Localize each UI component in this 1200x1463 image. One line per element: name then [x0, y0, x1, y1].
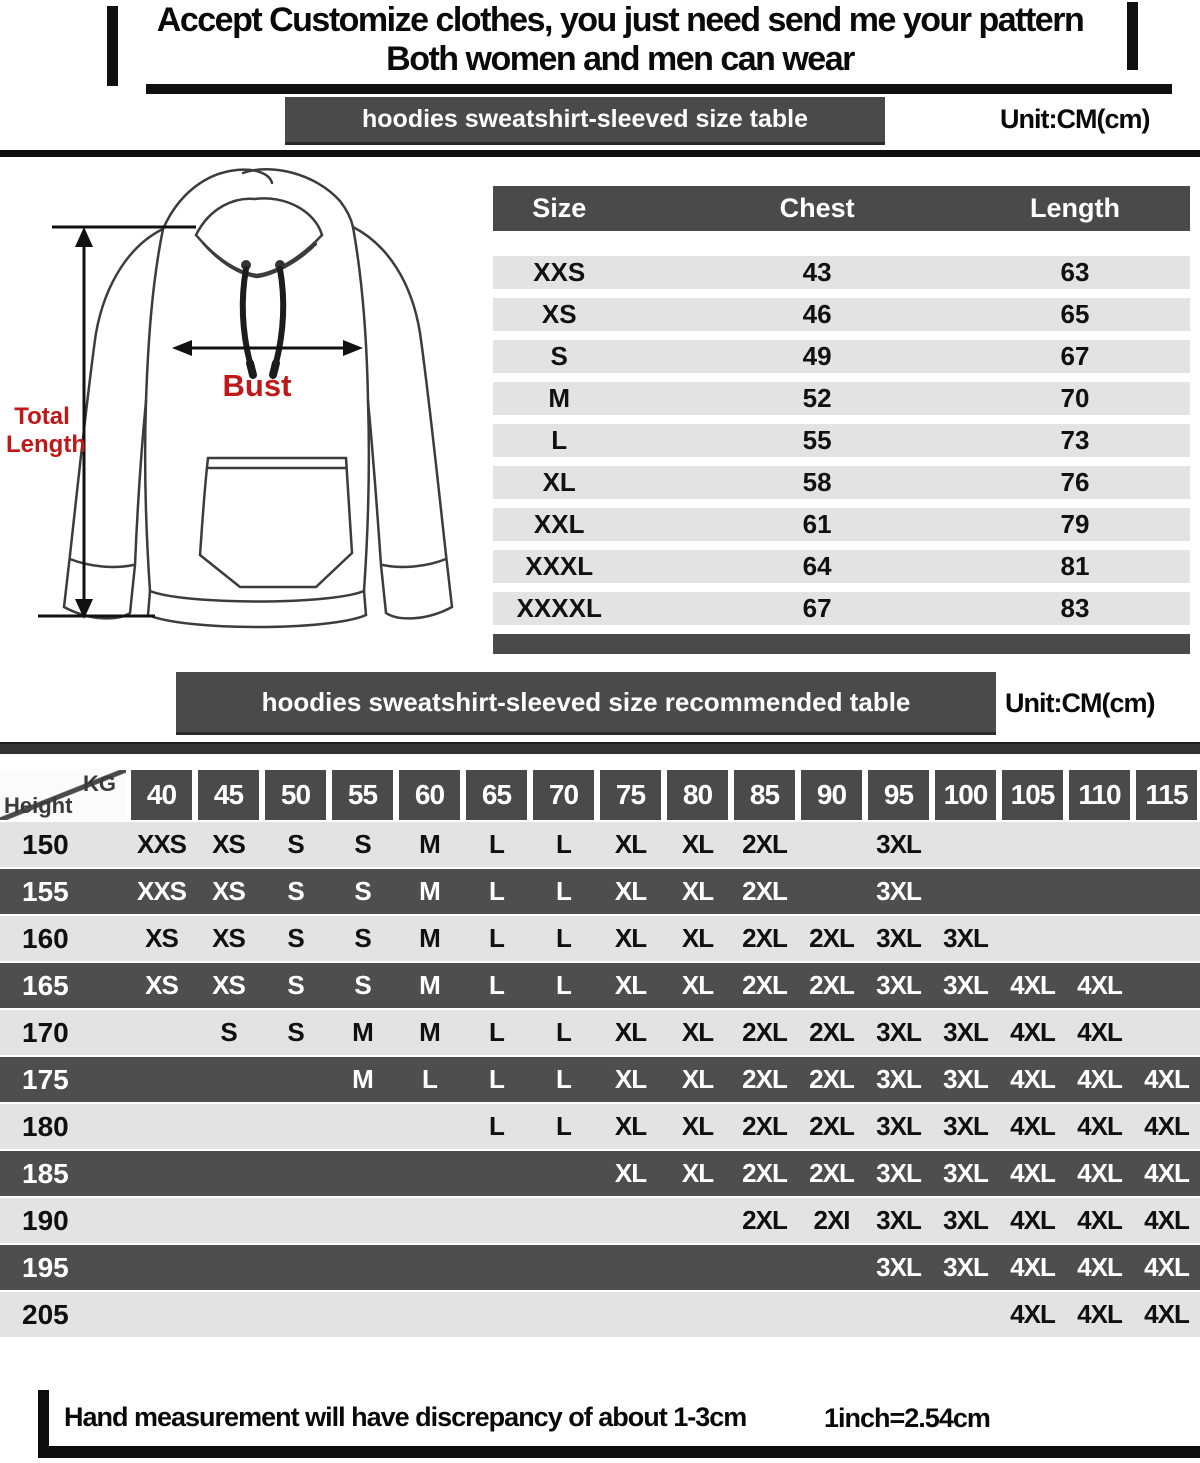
header-line1: Accept Customize clothes, you just need send me your pattern	[156, 1, 1084, 39]
section-divider	[0, 150, 1200, 157]
size-recommendation-cell	[463, 1245, 530, 1290]
weight-header-cell: 75	[600, 770, 661, 820]
size-table-cell-length: 79	[1060, 509, 1090, 539]
size-table-cell-size: XL	[542, 467, 576, 497]
size-recommendation-cell: XL	[614, 1158, 647, 1188]
matrix-row	[0, 1010, 1200, 1057]
size-recommendation-cell: M	[352, 1064, 373, 1094]
size-recommendation-cell: XL	[681, 1064, 714, 1094]
size-table-row	[493, 592, 1190, 625]
size-recommendation-cell	[262, 1245, 329, 1290]
size-recommendation-cell: S	[354, 923, 371, 953]
size-recommendation-cell: 3XL	[943, 1111, 988, 1141]
size-recommendation-cell: S	[354, 876, 371, 906]
size-table-cell-length: 63	[1060, 257, 1090, 287]
arrow-left-icon	[172, 340, 192, 356]
size-recommendation-cell: 3XL	[876, 970, 921, 1000]
size-recommendation-cell: L	[422, 1064, 437, 1094]
size-table-row	[493, 508, 1190, 541]
size-recommendation-cell: 4XL	[1077, 1252, 1122, 1282]
size-recommendation-cell	[731, 1245, 798, 1290]
matrix-row	[0, 963, 1200, 1010]
size-recommendation-cell	[329, 1151, 396, 1196]
size-table-cell-length: 73	[1060, 425, 1090, 455]
matrix-header-row	[0, 765, 1200, 822]
size-recommendation-cell: L	[556, 923, 571, 953]
size-recommendation-cell: L	[556, 1017, 571, 1047]
hem-ends	[148, 591, 366, 615]
size-recommendation-cell: 4XL	[1077, 1017, 1122, 1047]
size-table-cell-chest: 46	[802, 299, 832, 329]
size-recommendation-cell	[195, 1104, 262, 1149]
size-recommendation-cell: 2XI	[813, 1205, 850, 1235]
size-recommendation-cell: 2XL	[742, 1111, 787, 1141]
arrow-right-icon	[343, 340, 363, 356]
weight-header-cell: 65	[466, 770, 527, 820]
size-recommendation-cell: M	[419, 829, 440, 859]
size-recommendation-cell: L	[489, 829, 504, 859]
size-recommendation-cell: XL	[681, 876, 714, 906]
size-recommendation-cell	[195, 1292, 262, 1337]
size-recommendation-cell: XS	[212, 876, 245, 906]
size-recommendation-cell	[999, 822, 1066, 867]
hem-top	[150, 591, 364, 602]
size-recommendation-cell: XL	[681, 829, 714, 859]
size-table-cell-chest: 67	[802, 593, 832, 623]
size-recommendation-cell: S	[287, 1017, 304, 1047]
size-table-cell-chest: 52	[802, 383, 832, 413]
kg-label: KG	[83, 771, 116, 796]
size-recommendation-cell: XXS	[136, 876, 187, 906]
size-recommendation-cell: 3XL	[876, 1064, 921, 1094]
size-recommendation-cell: 2XL	[809, 923, 854, 953]
size-recommendation-cell	[597, 1198, 664, 1243]
size-recommendation-cell	[664, 1245, 731, 1290]
size-recommendation-cell	[128, 1010, 195, 1055]
size-recommendation-cell: 4XL	[1077, 1111, 1122, 1141]
weight-header-cell: 40	[131, 770, 192, 820]
size-column-header: Size	[532, 193, 587, 223]
size-recommendation-cell	[664, 1198, 731, 1243]
size-table-cell-length: 76	[1060, 467, 1090, 497]
size-recommendation-cell	[329, 1104, 396, 1149]
size-recommendation-cell: 3XL	[876, 1252, 921, 1282]
hood-opening	[196, 198, 322, 235]
size-recommendation-cell	[128, 1104, 195, 1149]
matrix-row	[0, 1245, 1200, 1292]
size-recommendation-cell	[798, 822, 865, 867]
size-table-cell-chest: 58	[802, 467, 832, 497]
matrix-row	[0, 1057, 1200, 1104]
size-table-cell-length: 81	[1060, 551, 1090, 581]
size-recommendation-cell: L	[489, 970, 504, 1000]
size-recommendation-cell: L	[556, 1064, 571, 1094]
hoodie-measurement-diagram	[0, 163, 480, 658]
size-recommendation-cell: 4XL	[1010, 1017, 1055, 1047]
size-recommendation-cell	[195, 1198, 262, 1243]
size-recommendation-cell: 3XL	[943, 1252, 988, 1282]
weight-header-cell: 80	[667, 770, 728, 820]
height-label: Height	[4, 793, 73, 818]
size-recommendation-cell: S	[354, 970, 371, 1000]
size-recommendation-cell	[329, 1198, 396, 1243]
size-recommendation-cell: 3XL	[943, 923, 988, 953]
size-recommendation-cell: 2XL	[742, 1064, 787, 1094]
height-label-cell: 180	[22, 1111, 69, 1142]
size-recommendation-cell: 4XL	[1077, 1064, 1122, 1094]
weight-header-cell: 95	[868, 770, 929, 820]
bust-label: Bust	[222, 368, 292, 403]
size-recommendation-cell	[1133, 869, 1200, 914]
size-table-cell-size: XXXL	[525, 551, 594, 581]
weight-header-cell: 50	[265, 770, 326, 820]
size-table-cell-length: 70	[1060, 383, 1090, 413]
section-divider-2	[0, 742, 1200, 754]
size-recommendation-cell: 3XL	[943, 1064, 988, 1094]
size-recommendation-cell: 3XL	[876, 1017, 921, 1047]
size-recommendation-cell	[1066, 822, 1133, 867]
size-recommendation-cell: XS	[145, 923, 178, 953]
size-recommendation-cell	[1066, 916, 1133, 961]
size-recommendation-cell: 2XL	[809, 1158, 854, 1188]
size-recommendation-cell: M	[419, 970, 440, 1000]
size-recommendation-cell: XL	[681, 1111, 714, 1141]
size-recommendation-cell: XS	[212, 923, 245, 953]
size-recommendation-cell: XXS	[136, 829, 187, 859]
size-recommendation-cell	[597, 1292, 664, 1337]
header-line2: Both women and men can wear	[386, 40, 854, 78]
body-left-side	[145, 401, 150, 591]
pocket-outline	[200, 458, 352, 587]
size-table-cell-chest: 64	[802, 551, 832, 581]
size-recommendation-cell: 4XL	[1077, 970, 1122, 1000]
size-recommendation-cell: 2XL	[742, 829, 787, 859]
size-table-title: hoodies sweatshirt-sleeved size table	[285, 97, 885, 145]
size-recommendation-cell: 4XL	[1077, 1158, 1122, 1188]
right-sleeve-inner	[368, 401, 381, 565]
length-column-header: Length	[1029, 193, 1120, 223]
size-table-header	[493, 186, 1190, 231]
size-recommendation-cell	[798, 869, 865, 914]
size-recommendation-cell	[999, 916, 1066, 961]
matrix-row	[0, 1104, 1200, 1151]
pocket-top	[208, 458, 346, 468]
weight-header-cell: 100	[935, 770, 996, 820]
size-recommendation-cell: S	[287, 923, 304, 953]
size-table-row	[493, 424, 1190, 457]
size-table-cell-size: XS	[541, 299, 577, 329]
height-label-cell: 160	[22, 923, 69, 954]
size-recommendation-cell: S	[287, 876, 304, 906]
size-table-cell-chest: 43	[802, 257, 832, 287]
size-recommendation-cell: XL	[614, 923, 647, 953]
size-recommendation-cell: XL	[681, 923, 714, 953]
size-recommendation-cell: XL	[614, 829, 647, 859]
size-recommendation-cell: XL	[614, 1017, 647, 1047]
dimension-marks	[38, 227, 363, 619]
size-recommendation-cell	[329, 1292, 396, 1337]
total-label: Total	[14, 403, 70, 430]
matrix-row	[0, 1292, 1200, 1339]
weight-header-cell: 110	[1069, 770, 1130, 820]
size-recommendation-cell: 2XL	[742, 1017, 787, 1047]
size-table-body	[493, 256, 1190, 625]
height-label-cell: 195	[22, 1252, 69, 1283]
size-recommendation-cell	[128, 1245, 195, 1290]
size-recommendation-cell: 3XL	[876, 923, 921, 953]
weight-header-cell: 70	[533, 770, 594, 820]
size-recommendation-cell	[1133, 1010, 1200, 1055]
size-recommendation-cell: M	[352, 1017, 373, 1047]
size-recommendation-cell: 2XL	[809, 970, 854, 1000]
size-table-cell-size: S	[550, 341, 568, 371]
size-recommendation-cell: 4XL	[1010, 1205, 1055, 1235]
size-recommendation-cell	[128, 1151, 195, 1196]
size-table-cell-length: 83	[1060, 593, 1090, 623]
matrix-row	[0, 1151, 1200, 1198]
size-table-footer-bar	[493, 634, 1190, 654]
size-recommendation-cell	[262, 1151, 329, 1196]
chest-column-header: Chest	[779, 193, 855, 223]
size-recommendation-cell	[463, 1151, 530, 1196]
size-recommendation-cell	[932, 822, 999, 867]
size-recommendation-cell	[1133, 916, 1200, 961]
recommended-table-title: hoodies sweatshirt-sleeved size recommended table	[176, 672, 996, 735]
footer-frame-bottom	[38, 1446, 1200, 1458]
size-table	[493, 186, 1190, 654]
size-recommendation-cell: 2XL	[742, 1205, 787, 1235]
size-recommendation-cell: 2XL	[742, 970, 787, 1000]
size-recommendation-cell: 4XL	[1144, 1299, 1189, 1329]
right-cuff-line	[383, 559, 446, 567]
hem-bottom	[148, 615, 366, 627]
size-recommendation-cell: XL	[614, 1111, 647, 1141]
size-table-cell-size: XXL	[533, 509, 585, 539]
size-table-row	[493, 298, 1190, 331]
size-table-cell-size: XXS	[533, 257, 586, 287]
size-recommendation-cell	[664, 1292, 731, 1337]
size-recommendation-cell	[262, 1057, 329, 1102]
size-recommendation-cell: 3XL	[876, 1111, 921, 1141]
size-table-cell-length: 67	[1060, 341, 1090, 371]
size-recommendation-cell: 4XL	[1077, 1299, 1122, 1329]
size-table-cell-length: 65	[1060, 299, 1090, 329]
height-label-cell: 155	[22, 876, 69, 907]
size-table-unit: Unit:CM(cm)	[1000, 104, 1150, 134]
size-recommendation-cell: XS	[212, 829, 245, 859]
right-shoulder-seam	[353, 227, 368, 401]
left-cuff	[64, 555, 135, 618]
size-recommendation-cell: 3XL	[943, 1017, 988, 1047]
size-recommendation-cell: 4XL	[1144, 1205, 1189, 1235]
size-recommendation-cell	[530, 1151, 597, 1196]
collar-inner-line	[203, 243, 316, 277]
size-recommendation-cell	[195, 1057, 262, 1102]
matrix-row	[0, 916, 1200, 963]
size-recommendation-cell: S	[220, 1017, 237, 1047]
size-recommendation-cell	[396, 1198, 463, 1243]
height-label-cell: 185	[22, 1158, 69, 1189]
size-recommendation-cell: 4XL	[1010, 1299, 1055, 1329]
size-recommendation-cell: 2XL	[809, 1017, 854, 1047]
size-recommendation-cell: XL	[681, 1158, 714, 1188]
matrix-corner-cell	[0, 770, 126, 820]
size-recommendation-cell: 4XL	[1144, 1064, 1189, 1094]
size-recommendation-cell	[530, 1198, 597, 1243]
size-recommendation-cell	[262, 1104, 329, 1149]
size-recommendation-cell	[396, 1104, 463, 1149]
size-table-row	[493, 382, 1190, 415]
size-recommendation-cell	[195, 1245, 262, 1290]
matrix-body	[0, 822, 1200, 1339]
size-recommendation-cell	[865, 1292, 932, 1337]
size-recommendation-cell: 4XL	[1077, 1205, 1122, 1235]
size-recommendation-cell: 4XL	[1144, 1252, 1189, 1282]
size-recommendation-cell	[396, 1245, 463, 1290]
size-table-cell-size: L	[551, 425, 568, 455]
size-recommendation-cell: L	[489, 923, 504, 953]
size-recommendation-cell: 2XL	[742, 923, 787, 953]
height-label-cell: 190	[22, 1205, 69, 1236]
size-recommendation-cell	[999, 869, 1066, 914]
weight-header-cell: 85	[734, 770, 795, 820]
size-recommendation-cell	[463, 1198, 530, 1243]
weight-header-cell: 55	[332, 770, 393, 820]
size-recommendation-cell	[396, 1292, 463, 1337]
size-recommendation-cell: 3XL	[876, 876, 921, 906]
size-recommendation-cell: L	[489, 1064, 504, 1094]
height-label-cell: 175	[22, 1064, 69, 1095]
right-cuff	[381, 555, 452, 618]
size-recommendation-cell: 2XL	[742, 1158, 787, 1188]
body-right-side	[364, 401, 369, 591]
size-recommendation-cell	[932, 869, 999, 914]
size-recommendation-cell: 2XL	[809, 1064, 854, 1094]
height-label-cell: 150	[22, 829, 69, 860]
size-recommendation-cell	[262, 1198, 329, 1243]
matrix-row	[0, 822, 1200, 869]
size-recommendation-cell: L	[489, 876, 504, 906]
size-recommendation-cell: L	[556, 970, 571, 1000]
size-recommendation-cell	[463, 1292, 530, 1337]
size-recommendation-cell: L	[556, 1111, 571, 1141]
size-recommendation-cell	[932, 1292, 999, 1337]
size-recommendation-cell	[396, 1151, 463, 1196]
length-label: Length	[6, 431, 86, 458]
height-label-cell: 170	[22, 1017, 69, 1048]
inch-conversion: 1inch=2.54cm	[824, 1403, 990, 1433]
size-table-row	[493, 340, 1190, 373]
size-recommendation-cell: L	[489, 1111, 504, 1141]
size-recommendation-cell: XS	[212, 970, 245, 1000]
size-recommendation-cell: S	[287, 829, 304, 859]
size-recommendation-cell: XL	[614, 1064, 647, 1094]
weight-header-cell: 90	[801, 770, 862, 820]
size-recommendation-cell: M	[419, 876, 440, 906]
size-recommendation-cell: 4XL	[1010, 1064, 1055, 1094]
size-recommendation-cell	[128, 1292, 195, 1337]
size-recommendation-cell	[597, 1245, 664, 1290]
left-shoulder-seam	[146, 229, 163, 401]
size-recommendation-cell: XL	[681, 1017, 714, 1047]
size-table-row	[493, 550, 1190, 583]
size-recommendation-cell	[128, 1198, 195, 1243]
size-recommendation-cell	[1133, 963, 1200, 1008]
size-recommendation-cell	[798, 1245, 865, 1290]
height-label-cell: 205	[22, 1299, 69, 1330]
size-table-cell-chest: 61	[802, 509, 832, 539]
weight-header-cell: 105	[1002, 770, 1063, 820]
size-recommendation-cell	[530, 1292, 597, 1337]
weight-header-cell: 45	[198, 770, 259, 820]
left-cuff-line	[70, 559, 133, 567]
size-recommendation-cell	[262, 1292, 329, 1337]
size-recommendation-cell: 2XL	[809, 1111, 854, 1141]
size-recommendation-cell: XS	[145, 970, 178, 1000]
header-frame-bottom	[146, 84, 1172, 94]
size-recommendation-cell: 4XL	[1010, 1111, 1055, 1141]
weight-header-cell: 115	[1136, 770, 1197, 820]
size-recommendation-cell: S	[287, 970, 304, 1000]
matrix-row	[0, 869, 1200, 916]
height-label-cell: 165	[22, 970, 69, 1001]
recommended-table	[0, 765, 1200, 1339]
size-recommendation-cell	[195, 1151, 262, 1196]
size-recommendation-cell: 2XL	[742, 876, 787, 906]
size-recommendation-cell: M	[419, 1017, 440, 1047]
size-recommendation-cell: XL	[614, 876, 647, 906]
size-recommendation-cell: 3XL	[943, 1158, 988, 1188]
size-recommendation-cell: 4XL	[1010, 1252, 1055, 1282]
size-table-cell-size: M	[548, 383, 571, 413]
size-recommendation-cell: 3XL	[943, 970, 988, 1000]
size-recommendation-cell: XL	[681, 970, 714, 1000]
size-recommendation-cell	[1066, 869, 1133, 914]
size-recommendation-cell: L	[556, 876, 571, 906]
size-recommendation-cell: 3XL	[876, 1158, 921, 1188]
size-recommendation-cell: M	[419, 923, 440, 953]
size-table-cell-chest: 55	[802, 425, 832, 455]
size-recommendation-cell: 4XL	[1010, 1158, 1055, 1188]
size-recommendation-cell	[530, 1245, 597, 1290]
weight-header-cell: 60	[399, 770, 460, 820]
size-table-cell-chest: 49	[802, 341, 832, 371]
measurement-note: Hand measurement will have discrepancy of about 1-3cm	[64, 1402, 747, 1432]
size-recommendation-cell: 3XL	[876, 829, 921, 859]
size-table-row	[493, 256, 1190, 289]
size-recommendation-cell: 4XL	[1010, 970, 1055, 1000]
size-table-row	[493, 466, 1190, 499]
arrow-up-icon	[75, 227, 93, 247]
size-recommendation-cell	[329, 1245, 396, 1290]
size-recommendation-cell: XL	[614, 970, 647, 1000]
size-recommendation-cell: 3XL	[876, 1205, 921, 1235]
size-recommendation-cell	[1133, 822, 1200, 867]
size-recommendation-cell	[128, 1057, 195, 1102]
size-recommendation-cell	[798, 1292, 865, 1337]
matrix-row	[0, 1198, 1200, 1245]
recommended-table-unit: Unit:CM(cm)	[1005, 688, 1155, 718]
size-recommendation-cell: L	[556, 829, 571, 859]
size-recommendation-cell: 3XL	[943, 1205, 988, 1235]
size-recommendation-cell	[731, 1292, 798, 1337]
size-recommendation-cell: L	[489, 1017, 504, 1047]
size-recommendation-cell: 4XL	[1144, 1158, 1189, 1188]
size-recommendation-cell: 4XL	[1144, 1111, 1189, 1141]
size-table-cell-size: XXXXL	[516, 593, 602, 623]
size-recommendation-cell: S	[354, 829, 371, 859]
